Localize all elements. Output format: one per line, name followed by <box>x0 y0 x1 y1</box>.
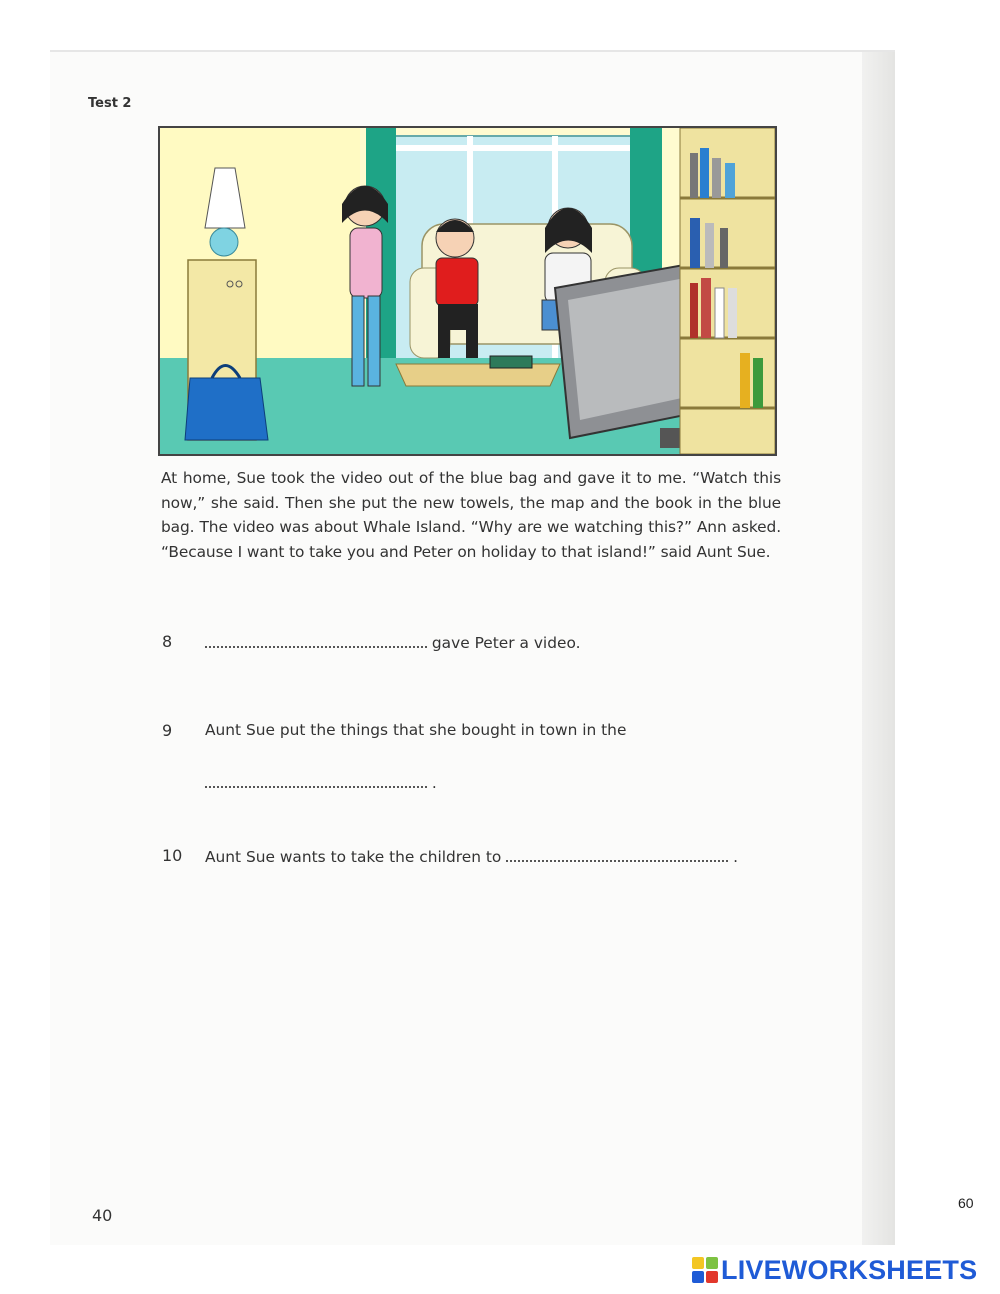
question-8-number: 8 <box>162 632 173 651</box>
question-9-text-before: Aunt Sue put the things that she bought in town in the <box>205 721 627 739</box>
question-10-answer-blank[interactable] <box>506 846 728 862</box>
question-10-text-before: Aunt Sue wants to take the children to <box>205 848 502 866</box>
question-9-text-after: . <box>431 774 437 792</box>
sheet-number: 60 <box>958 1195 974 1211</box>
question-8 <box>205 632 580 652</box>
question-8-answer-blank[interactable] <box>205 632 427 648</box>
question-9-answer-blank[interactable] <box>205 772 427 788</box>
question-9-answer-line <box>205 772 437 792</box>
question-10 <box>205 846 738 866</box>
liveworksheets-logo[interactable] <box>692 1254 977 1286</box>
page-number: 40 <box>92 1206 113 1225</box>
question-10-number: 10 <box>162 846 183 865</box>
living-room-illustration <box>158 126 777 456</box>
living-room-scene <box>160 128 775 454</box>
test-label: Test 2 <box>88 96 132 111</box>
page-top-edge <box>50 50 895 52</box>
question-8-text-after: gave Peter a video. <box>431 634 581 652</box>
question-9-number: 9 <box>162 721 173 740</box>
liveworksheets-wordmark: LIVEWORKSHEETS <box>721 1254 978 1285</box>
liveworksheets-grid-icon <box>692 1257 718 1283</box>
page-edge-shadow <box>862 50 895 1245</box>
reading-passage: At home, Sue took the video out of the blue bag and gave it to me. “Watch this now,” she said. Then she put the new towels, the map and the book in the blue bag. The video was about Whale Island. “Why are we watching this?” Ann asked. “Because I want to take you and Peter on holiday to that island!” said Aunt Sue. <box>161 469 781 561</box>
question-10-text-after: . <box>733 848 739 866</box>
